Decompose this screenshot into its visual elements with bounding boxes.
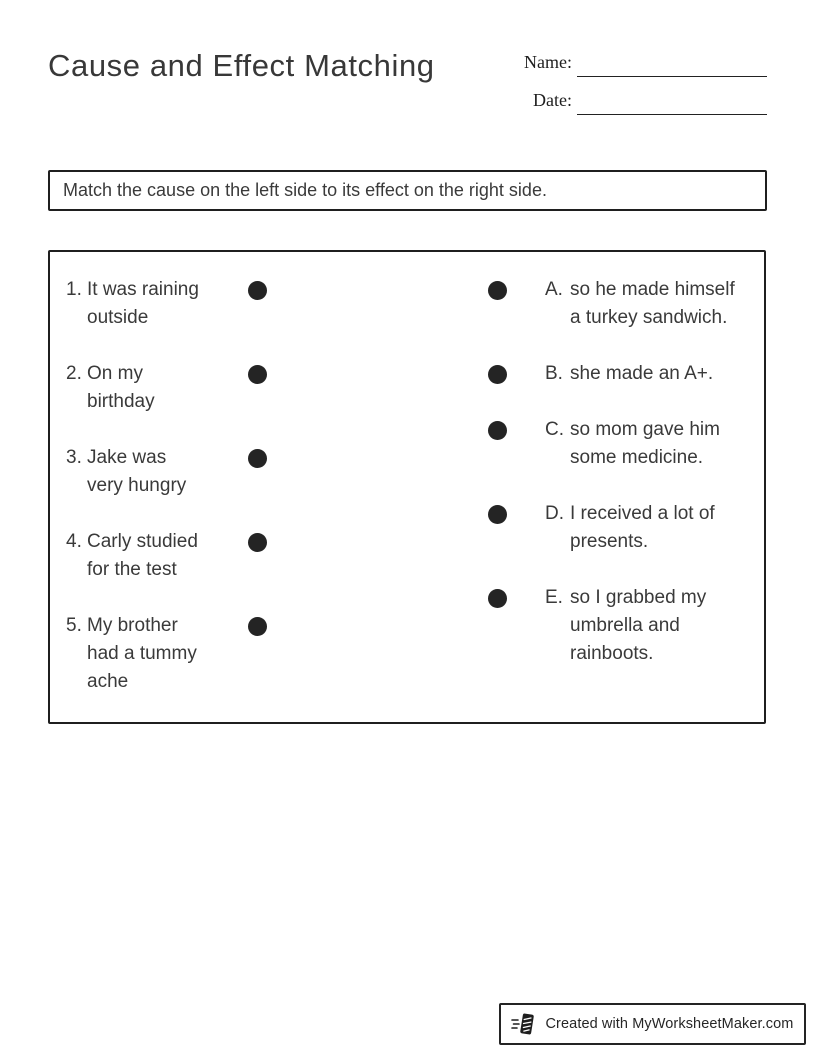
name-label: Name: bbox=[524, 52, 572, 72]
date-input-line[interactable] bbox=[577, 114, 767, 115]
match-dot-cause-5[interactable] bbox=[248, 617, 267, 636]
credit-text: Created with MyWorksheetMaker.com bbox=[545, 1016, 794, 1032]
effect-item-d bbox=[545, 500, 760, 556]
name-input-line[interactable] bbox=[577, 76, 767, 77]
cause-item-5 bbox=[66, 612, 296, 696]
match-dot-effect-d[interactable] bbox=[488, 505, 507, 524]
match-dot-effect-a[interactable] bbox=[488, 281, 507, 300]
effect-item-c bbox=[545, 416, 760, 472]
instructions-text: Match the cause on the left side to its effect on the right side. bbox=[63, 180, 547, 200]
cause-text: My brother had a tummy ache bbox=[87, 615, 197, 692]
match-dot-cause-4[interactable] bbox=[248, 533, 267, 552]
effect-letter: B. bbox=[545, 363, 563, 384]
effect-text: so I grabbed my umbrella and rainboots. bbox=[570, 587, 707, 664]
effect-text: so mom gave him some medicine. bbox=[570, 419, 720, 468]
match-dot-cause-1[interactable] bbox=[248, 281, 267, 300]
match-dot-cause-3[interactable] bbox=[248, 449, 267, 468]
effect-letter: A. bbox=[545, 279, 563, 300]
cause-text: On my birthday bbox=[87, 363, 155, 412]
cause-text: It was raining outside bbox=[87, 279, 199, 328]
effect-item-a bbox=[545, 276, 760, 332]
cause-text: Carly studied for the test bbox=[87, 531, 198, 580]
cause-item-4 bbox=[66, 528, 296, 584]
instructions-box bbox=[48, 170, 767, 211]
effects-column bbox=[545, 276, 760, 668]
date-label: Date: bbox=[533, 90, 572, 110]
matching-area bbox=[48, 250, 766, 724]
cause-item-3 bbox=[66, 444, 296, 500]
effect-item-e bbox=[545, 584, 760, 668]
effect-letter: E. bbox=[545, 587, 563, 608]
effect-letter: C. bbox=[545, 419, 564, 440]
match-dot-cause-2[interactable] bbox=[248, 365, 267, 384]
cause-item-1 bbox=[66, 276, 296, 332]
cause-number: 1. bbox=[66, 279, 82, 300]
cause-number: 4. bbox=[66, 531, 82, 552]
effect-letter: D. bbox=[545, 503, 564, 524]
effect-item-b bbox=[545, 360, 760, 388]
cause-number: 3. bbox=[66, 447, 82, 468]
cause-number: 2. bbox=[66, 363, 82, 384]
flying-worksheet-icon bbox=[511, 1011, 537, 1037]
effect-text: so he made himself a turkey sandwich. bbox=[570, 279, 735, 328]
cause-item-2 bbox=[66, 360, 296, 416]
effect-text: she made an A+. bbox=[570, 363, 714, 384]
effect-text: I received a lot of presents. bbox=[570, 503, 715, 552]
cause-text: Jake was very hungry bbox=[87, 447, 187, 496]
page-title: Cause and Effect Matching bbox=[48, 48, 435, 83]
match-dot-effect-b[interactable] bbox=[488, 365, 507, 384]
match-dot-effect-c[interactable] bbox=[488, 421, 507, 440]
credit-badge[interactable] bbox=[499, 1003, 806, 1045]
causes-column bbox=[66, 276, 296, 696]
match-dot-effect-e[interactable] bbox=[488, 589, 507, 608]
cause-number: 5. bbox=[66, 615, 82, 636]
